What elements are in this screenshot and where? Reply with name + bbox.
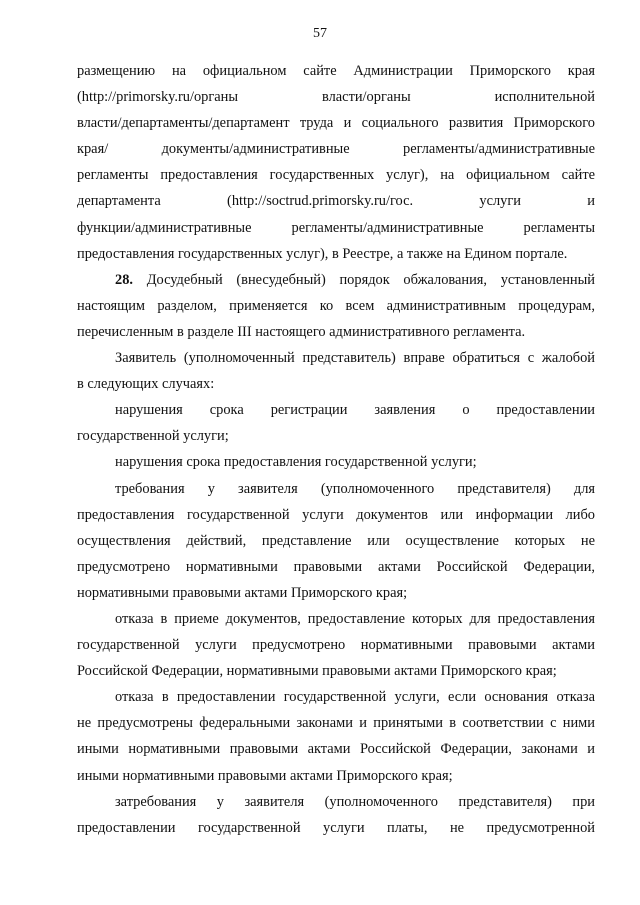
text-line: иными нормативными правовыми актами Российской Федерации, законами и (77, 741, 595, 758)
text-line: края/ документы/административные регламенты/административные (77, 141, 595, 158)
text-line: нарушения срока предоставления государственной услуги; (115, 454, 477, 471)
text-line: нормативными правовыми актами Приморского края; (77, 584, 408, 601)
text-line: размещению на официальном сайте Администрации Приморского края (77, 63, 595, 79)
text-line: настоящим разделом, применяется ко всем административным процедурам, (77, 297, 595, 314)
text-line: в следующих случаях: (77, 376, 215, 393)
paragraph-complaint-right (77, 345, 595, 397)
text-line: функции/административные регламенты/административные регламенты (77, 219, 595, 236)
text-line: Российской Федерации, нормативными правовыми актами Приморского края; (77, 663, 557, 680)
text-line: перечисленным в разделе III настоящего административного регламента. (77, 323, 526, 340)
text-line: предоставлении государственной услуги платы, не предусмотренной (77, 819, 595, 836)
document-body (77, 58, 595, 841)
text-line: требования у заявителя (уполномоченного представителя) для (115, 480, 595, 497)
text-line: отказа в предоставлении государственной услуги, если основания отказа (115, 689, 595, 706)
paragraph-case-refusal-acceptance (77, 606, 595, 684)
text-line: не предусмотрены федеральными законами и принятыми в соответствии с ними (77, 715, 595, 732)
text-line: затребования у заявителя (уполномоченного представителя) при (115, 793, 595, 810)
clause-number: 28. (115, 271, 133, 288)
paragraph-case-refusal-service (77, 684, 595, 788)
paragraph-clause-28 (77, 267, 595, 345)
text-line: предоставления государственной услуги документов или информации либо (77, 506, 595, 523)
text-line: регламенты предоставления государственных услуг), на официальном сайте (77, 167, 595, 184)
text-line (77, 267, 595, 293)
paragraph-publication-sites (77, 58, 595, 267)
text-line: предоставления государственных услуг), в Реестре, а также на Едином портале. (77, 245, 568, 262)
clause-text: Досудебный (внесудебный) порядок обжалования, установленный (133, 271, 595, 288)
text-line: нарушения срока регистрации заявления о предоставлении (115, 402, 595, 419)
paragraph-case-term-violation (77, 449, 595, 475)
text-line: иными нормативными правовыми актами Приморского края; (77, 767, 453, 784)
paragraph-case-unlawful-fee (77, 789, 595, 841)
paragraph-case-registration-violation (77, 397, 595, 449)
text-line: предусмотрено нормативными правовыми актами Российской Федерации, (77, 558, 595, 575)
paragraph-case-excess-documents (77, 476, 595, 606)
text-line: Заявитель (уполномоченный представитель) вправе обратиться с жалобой (115, 350, 595, 367)
text-line: государственной услуги предусмотрено нормативными правовыми актами (77, 637, 595, 654)
text-line: осуществления действий, представление или осуществление которых не (77, 532, 595, 549)
text-line: отказа в приеме документов, предоставление которых для предоставления (115, 610, 595, 627)
text-line: (http://primorsky.ru/органы власти/органы исполнительной (77, 89, 595, 106)
text-line: департамента (http://soctrud.primorsky.ru/гос. услуги и (77, 193, 595, 210)
page-number: 57 (313, 26, 327, 41)
text-line: власти/департаменты/департамент труда и социального развития Приморского (77, 115, 595, 132)
text-line: государственной услуги; (77, 428, 229, 445)
